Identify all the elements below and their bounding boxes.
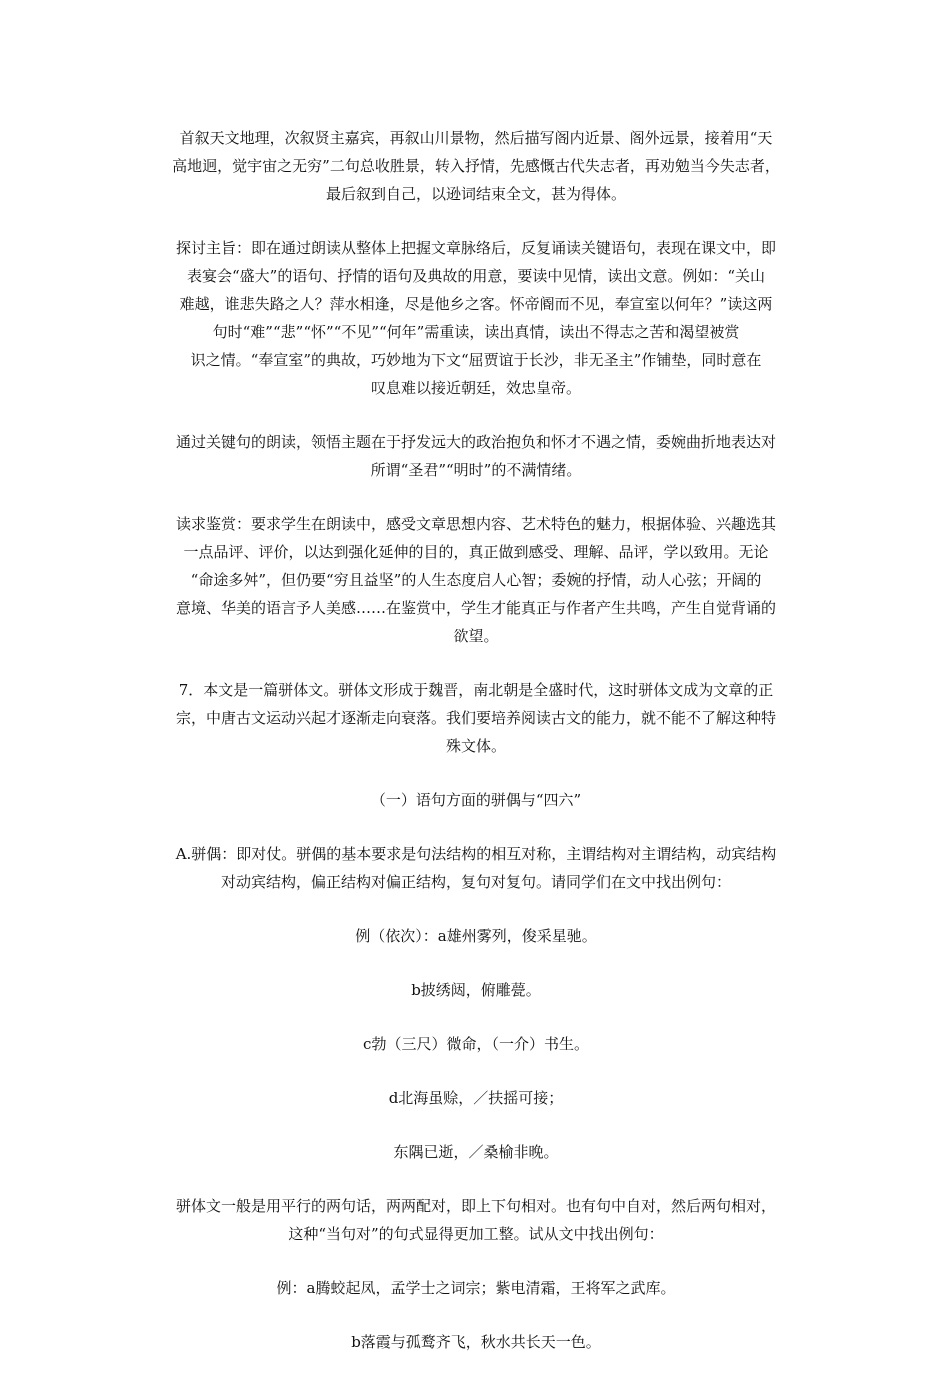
text-line: 7．本文是一篇骈体文。骈体文形成于魏晋，南北朝是全盛时代，这时骈体文成为文章的正 [178,681,774,699]
text-line: 难越，谁悲失路之人？萍水相逢，尽是他乡之客。怀帝阍而不见，奉宣室以何年？”读这两 [179,295,773,313]
text-line: 探讨主旨：即在通过朗读从整体上把握文章脉络后，反复诵读关键语句，表现在课文中，即 [175,239,776,257]
document-page [138,124,814,1382]
example-line: 例（依次）：a雄州雾列，俊采星驰。 [355,927,597,945]
text-line: “命途多舛”，但仍要“穷且益坚”的人生态度启人心智；委婉的抒情，动人心弦；开阔的 [190,571,762,589]
paragraph-theme [138,234,814,402]
example-line: d北海虽赊，／扶摇可接； [388,1089,564,1107]
example-line: b披绣闼，俯雕甍。 [411,981,541,999]
text-line: 对动宾结构，偏正结构对偏正结构，复句对复句。请同学们在文中找出例句： [220,873,731,891]
text-line: A.骈偶：即对仗。骈偶的基本要求是句法结构的相互对称，主谓结构对主谓结构，动宾结构 [175,845,777,863]
text-line: 通过关键句的朗读，领悟主题在于抒发远大的政治抱负和怀才不遇之情，委婉曲折地表达对 [175,433,776,451]
text-line: 叹息难以接近朝廷，效忠皇帝。 [370,379,581,397]
text-line: 殊文体。 [445,737,506,755]
text-line: 骈体文一般是用平行的两句话，两两配对，即上下句相对。也有句中自对，然后两句相对， [175,1197,776,1215]
example-line: b落霞与孤鹜齐飞，秋水共长天一色。 [351,1333,601,1351]
paragraph-key-sentences [138,428,814,484]
paragraph-sentence-pairs [138,1192,814,1248]
example-line: 东隅已逝，／桑榆非晚。 [393,1143,559,1161]
text-line: 所谓“圣君”“明时”的不满情绪。 [370,461,582,479]
section-heading: （一）语句方面的骈偶与“四六” [370,791,582,809]
text-line: 一点品评、评价，以达到强化延伸的目的，真正做到感受、理解、品评，学以致用。无论 [183,543,769,561]
text-line: 句时“难”“悲”“怀”“不见”“何年”需重读，读出真情，读出不得志之苦和渴望被赏 [212,323,740,341]
text-line: 欲望。 [453,627,499,645]
text-line: 识之情。“奉宣室”的典故，巧妙地为下文“屈贾谊于长沙，非无圣主”作铺垫，同时意在 [190,351,762,369]
text-line: 高地迥，觉宇宙之无穷”二句总收胜景，转入抒情，先感慨古代失志者，再劝勉当今失志者， [172,157,780,175]
text-line: 这种“当句对”的句式显得更加工整。试从文中找出例句： [288,1225,664,1243]
text-line: 读求鉴赏：要求学生在朗读中，感受文章思想内容、艺术特色的魅力，根据体验、兴趣选其 [175,515,776,533]
text-line: 意境、华美的语言予人美感……在鉴赏中，学生才能真正与作者产生共鸣，产生自觉背诵的 [175,599,776,617]
text-line: 首叙天文地理，次叙贤主嘉宾，再叙山川景物，然后描写阁内近景、阁外远景，接着用“天 [179,129,773,147]
example-line: c勃（三尺）微命，（一介）书生。 [363,1035,589,1053]
paragraph-pianou [138,840,814,896]
text-line: 宗，中唐古文运动兴起才逐渐走向衰落。我们要培养阅读古文的能力，就不能不了解这种特 [175,709,776,727]
paragraph-appreciation [138,510,814,650]
paragraph-structure [138,124,814,208]
example-line: 例：a腾蛟起凤，孟学士之词宗；紫电清霜，王将军之武库。 [276,1279,676,1297]
text-line: 表宴会“盛大”的语句、抒情的语句及典故的用意，要读中见情，读出文意。例如：“关山 [186,267,765,285]
paragraph-parallel-prose [138,676,814,760]
text-line: 最后叙到自己，以逊词结束全文，甚为得体。 [325,185,626,203]
